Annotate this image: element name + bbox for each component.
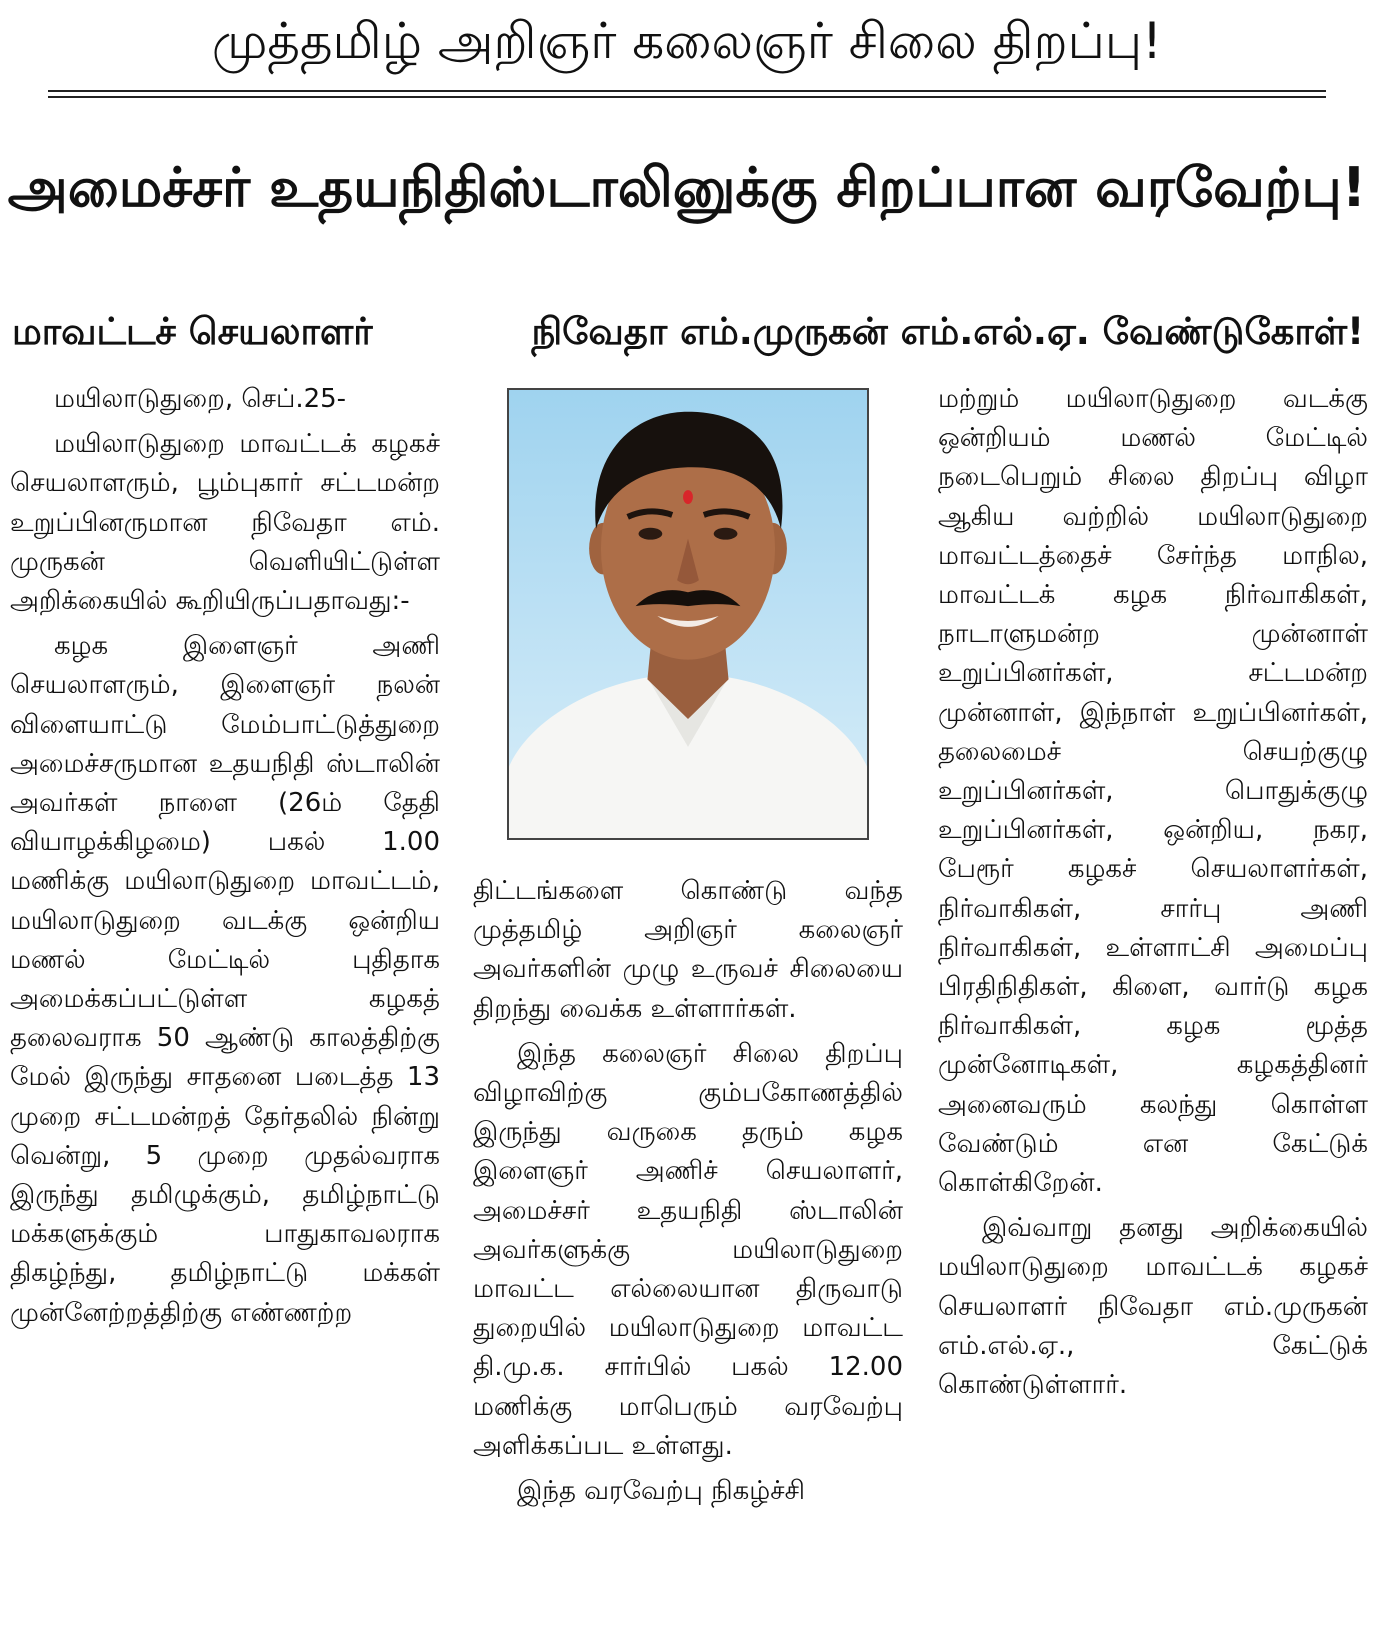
article-column-left [10,380,440,1630]
article-paragraph: இவ்வாறு தனது அறிக்கையில் மயிலாடுதுறை மாவட்டக் கழகச் செயலாளர் நிவேதா எம்.முருகன் எம்.எல்.ஏ., கேட்டுக் கொண்டுள்ளார். [938,1213,1368,1401]
dateline: மயிலாடுதுறை, செப்.25- [54,384,347,414]
top-rule [48,90,1326,92]
subhead-right: நிவேதா எம்.முருகன் எம்.எல்.ஏ. வேண்டுகோள்! [531,310,1364,353]
article-paragraph: கழக இளைஞர் அணி செயலாளரும், இளைஞர் நலன் விளையாட்டு மேம்பாட்டுத்துறை அமைச்சருமான உதயநிதி ஸ்டாலின் அவர்கள் நாளை (26ம் தேதி வியாழக்கிழமை) பகல் 1.00 மணிக்கு மயிலாடுதுறை மாவட்டம், மயிலாடுதுறை வடக்கு ஒன்றிய மணல் மேட்டில் புதிதாக அமைக்கப்பட்டுள்ள கழகத் தலைவராக 50 ஆண்டு காலத்திற்கு மேல் இருந்து சாதனை படைத்த 13 முறை சட்டமன்றத் தேர்தலில் நின்று வென்று, 5 முறை முதல்வராக இருந்து தமிழுக்கும், தமிழ்நாட்டு மக்களுக்கும் பாதுகாவலராக திகழ்ந்து, தமிழ்நாட்டு மக்கள் முன்னேற்றத்திற்கு எண்ணற்ற [10,631,440,1328]
kicker-headline: முத்தமிழ் அறிஞர் கலைஞர் சிலை திறப்பு! [211,12,1163,70]
article-paragraph: மற்றும் மயிலாடுதுறை வடக்கு ஒன்றியம் மணல் மேட்டில் நடைபெறும் சிலை திறப்பு விழா ஆகிய வற்றில் மயிலாடுதுறை மாவட்டத்தைச் சேர்ந்த மாநில, மாவட்டக் கழக நிர்வாகிகள், நாடாளுமன்ற முன்னாள் உறுப்பினர்கள், சட்டமன்ற முன்னாள், இந்நாள் உறுப்பினர்கள், தலைமைச் செயற்குழு உறுப்பினர்கள், பொதுக்குழு உறுப்பினர்கள், ஒன்றிய, நகர, பேரூர் கழகச் செயலாளர்கள், நிர்வாகிகள், சார்பு அணி நிர்வாகிகள், உள்ளாட்சி அமைப்பு பிரதிநிதிகள், கிளை, வார்டு கழக நிர்வாகிகள், கழக மூத்த முன்னோடிகள், கழகத்தினர் அனைவரும் கலந்து கொள்ள வேண்டும் என கேட்டுக் கொள்கிறேன். [938,384,1368,1199]
article-paragraph: இந்த வரவேற்பு நிகழ்ச்சி [517,1476,805,1507]
top-rule-double [48,96,1326,98]
article-column-right [938,380,1368,1630]
article-column-middle [473,872,903,1634]
subhead-left: மாவட்டச் செயலாளர் [12,310,373,353]
article-paragraph: திட்டங்களை கொண்டு வந்த முத்தமிழ் அறிஞர் கலைஞர் அவர்களின் முழு உருவச் சிலையை திறந்து வைக்க உள்ளார்கள். [473,876,903,1024]
portrait-photo [507,388,869,840]
article-paragraph: இந்த கலைஞர் சிலை திறப்பு விழாவிற்கு கும்பகோணத்தில் இருந்து வருகை தரும் கழக இளைஞர் அணிச் செயலாளர், அமைச்சர் உதயநிதி ஸ்டாலின் அவர்களுக்கு மயிலாடுதுறை மாவட்ட எல்லையான திருவாடு துறையில் மயிலாடுதுறை மாவட்ட தி.மு.க. சார்பில் பகல் 12.00 மணிக்கு மாபெரும் வரவேற்பு அளிக்கப்பட உள்ளது. [473,1038,903,1461]
main-headline: அமைச்சர் உதயநிதிஸ்டாலினுக்கு சிறப்பான வரவேற்பு! [7,156,1367,219]
subheadline [12,292,1364,372]
portrait-image [509,390,867,838]
article-paragraph: மயிலாடுதுறை மாவட்டக் கழகச் செயலாளரும், பூம்புகார் சட்டமன்ற உறுப்பினருமான நிவேதா எம். முருகன் வெளியிட்டுள்ள அறிக்கையில் கூறியிருப்பதாவது:- [10,429,440,617]
